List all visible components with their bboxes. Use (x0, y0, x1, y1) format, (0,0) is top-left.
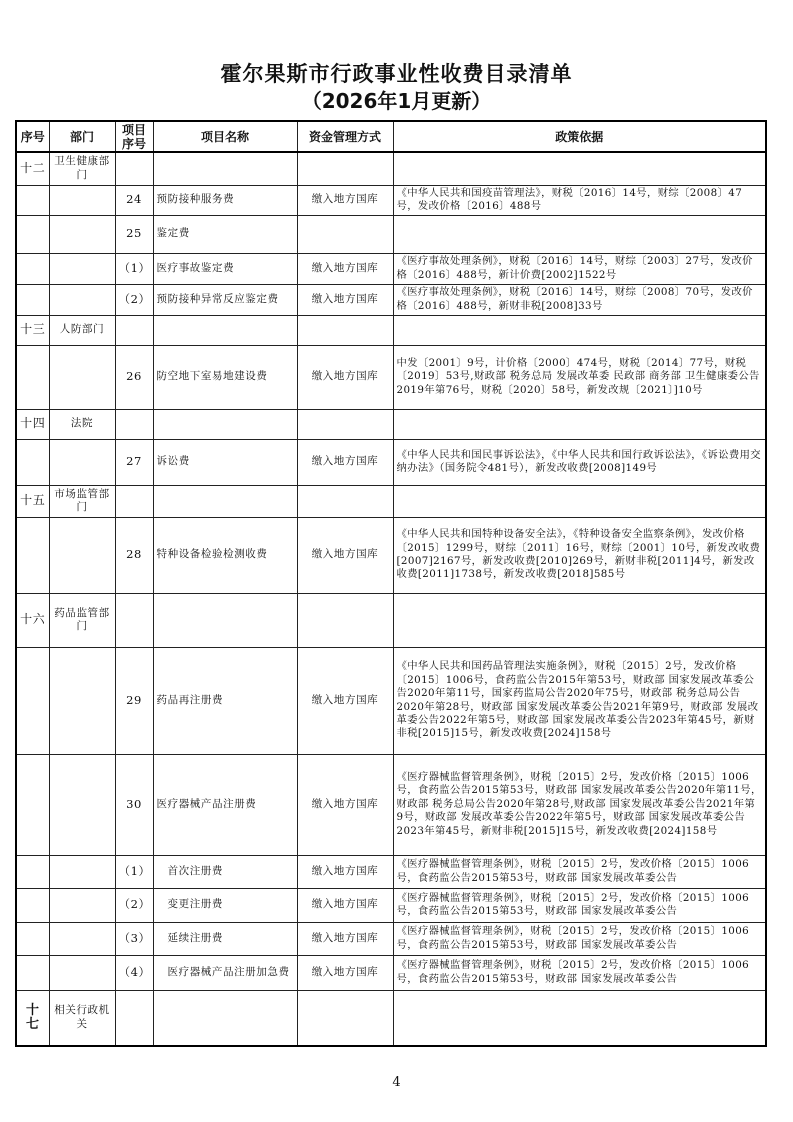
dept-cell: 人防部门 (49, 315, 115, 345)
page-number: 4 (392, 1075, 401, 1090)
dept-cell (49, 439, 115, 485)
table-row (16, 185, 766, 215)
dept-cell (49, 253, 115, 284)
table-row (16, 647, 766, 754)
item-name-cell: 防空地下室易地建设费 (153, 345, 297, 409)
header-item-seq (115, 121, 153, 152)
item-seq-cell: 27 (115, 439, 153, 485)
item-name-cell: 医疗事故鉴定费 (153, 253, 297, 284)
category-row (16, 409, 766, 439)
seq-cell (16, 215, 49, 253)
item-seq-cell (115, 990, 153, 1046)
item-seq-cell (115, 593, 153, 647)
fund-mgmt-cell: 缴入地方国库 (297, 253, 393, 284)
seq-cell (16, 284, 49, 315)
seq-cell: 十二 (16, 152, 49, 185)
fund-mgmt-cell: 缴入地方国库 (297, 855, 393, 888)
dept-cell (49, 922, 115, 955)
item-seq-cell: （1） (115, 253, 153, 284)
dept-cell: 药品监管部门 (49, 593, 115, 647)
fund-mgmt-cell: 缴入地方国库 (297, 517, 393, 593)
document-title: 霍尔果斯市行政事业性收费目录清单 (220, 62, 573, 86)
fund-mgmt-cell (297, 215, 393, 253)
item-seq-cell: 25 (115, 215, 153, 253)
policy-cell: 《医疗器械监督管理条例》，财税〔2015〕2号，发改价格〔2015〕1006号，食药监公告2015第53号，财政部 国家发展改革委公告 (393, 955, 766, 990)
item-seq-cell: （2） (115, 284, 153, 315)
header-fund-mgmt: 资金管理方式 (297, 121, 393, 152)
policy-cell: 中发〔2001〕9号，计价格〔2000〕474号，财税〔2014〕77号，财税〔2019〕53号,财政部 税务总局 发展改革委 民政部 商务部 卫生健康委公告2019年第76号，财税〔2020〕58号，新发改规〔2021〕]10号 (393, 345, 766, 409)
table-row (16, 284, 766, 315)
seq-cell (16, 345, 49, 409)
seq-cell: 十四 (16, 409, 49, 439)
fund-mgmt-cell (297, 593, 393, 647)
table-row (16, 517, 766, 593)
seq-cell (16, 185, 49, 215)
policy-cell (393, 215, 766, 253)
dept-cell (49, 345, 115, 409)
item-name-cell (153, 593, 297, 647)
item-name-cell: 医疗器械产品注册费 (153, 754, 297, 855)
item-name-cell: 特种设备检验检测收费 (153, 517, 297, 593)
item-seq-cell: （3） (115, 922, 153, 955)
dept-cell (49, 517, 115, 593)
item-seq-cell (115, 485, 153, 517)
dept-cell (49, 215, 115, 253)
dept-cell (49, 284, 115, 315)
policy-cell: 《中华人民共和国药品管理法实施条例》，财税〔2015〕2号，发改价格〔2015〕1006号，食药监公告2015年第53号，财政部 国家发展改革委公告2020年第11号，国家药监局公告2020年75号，财政部 税务总局公告2020年第28号，财政部 国家发展改革委公告2021年第9号，财政部 发展改革委公告2022年第5号，财政部 国家发展改革委公告2023年第45号，新财非税[2015]15号，新发改收费[2024]158号 (393, 647, 766, 754)
seq-cell (16, 922, 49, 955)
item-name-cell (153, 315, 297, 345)
fund-mgmt-cell: 缴入地方国库 (297, 647, 393, 754)
policy-cell: 《医疗事故处理条例》，财税〔2016〕14号，财综〔2003〕27号，发改价格〔2016〕488号，新计价费[2002]1522号 (393, 253, 766, 284)
fund-mgmt-cell: 缴入地方国库 (297, 345, 393, 409)
category-row (16, 152, 766, 185)
table-row (16, 855, 766, 888)
table-header-row (16, 121, 766, 152)
item-name-cell: 医疗器械产品注册加急费 (153, 955, 297, 990)
header-dept: 部门 (49, 121, 115, 152)
category-row (16, 315, 766, 345)
item-seq-cell: （2） (115, 888, 153, 922)
fund-mgmt-cell: 缴入地方国库 (297, 922, 393, 955)
item-seq-cell: 24 (115, 185, 153, 215)
policy-cell (393, 485, 766, 517)
item-name-cell: 鉴定费 (153, 215, 297, 253)
policy-cell: 《中华人民共和国特种设备安全法》，《特种设备安全监察条例》，发改价格〔2015〕1299号，财综〔2011〕16号，财综〔2001〕10号，新发改收费[2007]2167号，新发改收费[2010]269号，新财非税[2011]4号，新发改收费[2011]1738号，新发改收费[2018]585号 (393, 517, 766, 593)
item-name-cell: 首次注册费 (153, 855, 297, 888)
header-item-seq-text: 项目序号 (121, 122, 146, 151)
dept-cell (49, 888, 115, 922)
policy-cell: 《中华人民共和国疫苗管理法》，财税〔2016〕14号，财综〔2008〕47号，发改价格〔2016〕488号 (393, 185, 766, 215)
fund-mgmt-cell: 缴入地方国库 (297, 439, 393, 485)
item-seq-cell: （1） (115, 855, 153, 888)
dept-cell: 相关行政机关 (49, 990, 115, 1046)
dept-cell (49, 754, 115, 855)
item-name-cell (153, 990, 297, 1046)
seq-cell (16, 955, 49, 990)
item-name-cell (153, 152, 297, 185)
table-row (16, 888, 766, 922)
fund-mgmt-cell (297, 315, 393, 345)
dept-cell (49, 185, 115, 215)
seq-cell: 十五 (16, 485, 49, 517)
fund-mgmt-cell: 缴入地方国库 (297, 754, 393, 855)
seq-cell (16, 517, 49, 593)
fund-mgmt-cell: 缴入地方国库 (297, 955, 393, 990)
item-name-cell: 延续注册费 (153, 922, 297, 955)
policy-cell: 《医疗事故处理条例》，财税〔2016〕14号，财综〔2008〕70号，发改价格〔2016〕488号，新财非税[2008]33号 (393, 284, 766, 315)
fee-catalog-table (15, 120, 767, 1047)
seq-cell: 十七 (16, 990, 49, 1046)
policy-cell (393, 990, 766, 1046)
seq-cell (16, 439, 49, 485)
item-seq-cell: 26 (115, 345, 153, 409)
item-seq-cell: 28 (115, 517, 153, 593)
item-seq-cell (115, 152, 153, 185)
dept-cell (49, 647, 115, 754)
seq-cell (16, 754, 49, 855)
seq-cell: 十六 (16, 593, 49, 647)
policy-cell: 《医疗器械监督管理条例》，财税〔2015〕2号，发改价格〔2015〕1006号，食药监公告2015第53号，财政部 国家发展改革委公告 (393, 855, 766, 888)
policy-cell (393, 593, 766, 647)
header-policy: 政策依据 (393, 121, 766, 152)
document-subtitle: （2026年1月更新） (301, 89, 492, 113)
policy-cell (393, 409, 766, 439)
item-seq-cell: （4） (115, 955, 153, 990)
seq-cell: 十三 (16, 315, 49, 345)
table-row (16, 215, 766, 253)
fund-mgmt-cell: 缴入地方国库 (297, 185, 393, 215)
dept-cell (49, 955, 115, 990)
item-seq-cell (115, 315, 153, 345)
item-name-cell: 预防接种服务费 (153, 185, 297, 215)
policy-cell: 《医疗器械监督管理条例》，财税〔2015〕2号，发改价格〔2015〕1006号，食药监公告2015第53号，财政部 国家发展改革委公告 (393, 888, 766, 922)
dept-cell (49, 855, 115, 888)
item-seq-cell (115, 409, 153, 439)
fund-mgmt-cell (297, 485, 393, 517)
dept-cell: 法院 (49, 409, 115, 439)
table-row (16, 955, 766, 990)
header-item-name: 项目名称 (153, 121, 297, 152)
item-name-cell: 诉讼费 (153, 439, 297, 485)
table-row (16, 754, 766, 855)
fund-mgmt-cell (297, 990, 393, 1046)
policy-cell: 《中华人民共和国民事诉讼法》，《中华人民共和国行政诉讼法》，《诉讼费用交纳办法》（国务院令481号），新发改收费[2008]149号 (393, 439, 766, 485)
dept-cell: 市场监管部门 (49, 485, 115, 517)
item-name-cell (153, 485, 297, 517)
fund-mgmt-cell: 缴入地方国库 (297, 284, 393, 315)
dept-cell: 卫生健康部门 (49, 152, 115, 185)
category-row (16, 485, 766, 517)
header-seq: 序号 (16, 121, 49, 152)
item-name-cell (153, 409, 297, 439)
item-seq-cell: 30 (115, 754, 153, 855)
table-row (16, 439, 766, 485)
category-row (16, 990, 766, 1046)
table-row (16, 922, 766, 955)
policy-cell (393, 315, 766, 345)
item-seq-cell: 29 (115, 647, 153, 754)
policy-cell: 《医疗器械监督管理条例》，财税〔2015〕2号，发改价格〔2015〕1006号，食药监公告2015第53号，财政部 国家发展改革委公告 (393, 922, 766, 955)
item-name-cell: 药品再注册费 (153, 647, 297, 754)
table-row (16, 253, 766, 284)
item-name-cell: 预防接种异常反应鉴定费 (153, 284, 297, 315)
seq-cell (16, 855, 49, 888)
seq-cell (16, 253, 49, 284)
category-row (16, 593, 766, 647)
fund-mgmt-cell (297, 409, 393, 439)
table-row (16, 345, 766, 409)
seq-cell (16, 647, 49, 754)
policy-cell (393, 152, 766, 185)
fund-mgmt-cell: 缴入地方国库 (297, 888, 393, 922)
policy-cell: 《医疗器械监督管理条例》，财税〔2015〕2号，发改价格〔2015〕1006号，食药监公告2015第53号，财政部 国家发展改革委公告2020年第11号，财政部 税务总局公告2020年第28号,财政部 国家发展改革委公告2021年第9号，财政部 发展改革委公告2022年第5号，财政部 国家发展改革委公告2023年第45号，新财非税[2015]15号，新发改收费[2024]158号 (393, 754, 766, 855)
seq-cell (16, 888, 49, 922)
fund-mgmt-cell (297, 152, 393, 185)
item-name-cell: 变更注册费 (153, 888, 297, 922)
